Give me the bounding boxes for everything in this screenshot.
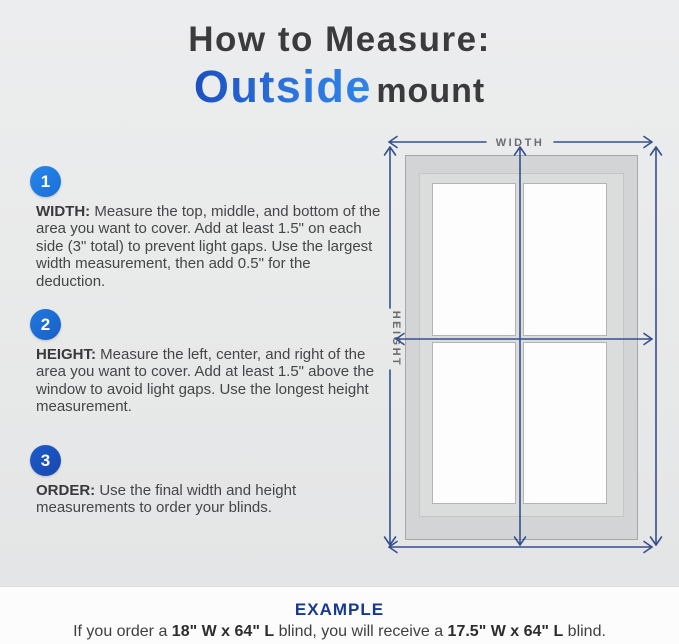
- step-3-badge: 3: [30, 445, 61, 476]
- width-arrow-label: WIDTH: [495, 137, 545, 149]
- example-text: blind.: [563, 623, 606, 640]
- height-arrow-label: HEIGHT: [390, 310, 402, 368]
- step-1-text: [36, 203, 382, 290]
- example-bold-value: 17.5" W x 64" L: [447, 623, 564, 640]
- window-sash: [419, 173, 624, 517]
- width-arrow: [389, 137, 652, 150]
- right-vertical-arrow: [651, 147, 662, 545]
- window-measurement-diagram: [383, 130, 668, 600]
- example-heading: EXAMPLE: [294, 600, 385, 619]
- example-text: If you order a: [73, 623, 172, 640]
- step-1-label: WIDTH:: [36, 203, 91, 220]
- example-footer: [0, 586, 679, 644]
- window-pane-top-left: [432, 183, 516, 336]
- step-width: [30, 166, 382, 290]
- step-1-badge: 1: [30, 166, 61, 197]
- step-3-text: [36, 482, 382, 517]
- step-2-text: [36, 346, 382, 416]
- page-title: [0, 22, 679, 110]
- step-3-body: Use the final width and height measurements to order your blinds.: [36, 482, 297, 517]
- window-frame: [405, 155, 638, 540]
- window-pane-bottom-right: [523, 342, 607, 504]
- step-order: [30, 445, 382, 517]
- window-panes: [432, 183, 607, 504]
- step-2-badge: 2: [30, 309, 61, 340]
- title-highlight: Outside: [193, 60, 372, 112]
- title-line1: How to Measure:: [188, 20, 491, 59]
- step-2-label: HEIGHT:: [36, 346, 96, 363]
- title-line2: [0, 60, 679, 112]
- title-suffix: mount: [376, 71, 486, 110]
- step-3-label: ORDER:: [36, 482, 96, 499]
- step-2-body: Measure the left, center, and right of the area you want to cover. Add at least 1.5" above the window to avoid light gaps. Use the longest height measurement.: [36, 346, 375, 416]
- height-arrow: [385, 147, 403, 545]
- window-pane-top-right: [523, 183, 607, 336]
- step-height: [30, 309, 382, 416]
- example-sentence: [0, 623, 679, 641]
- example-text: blind, you will receive a: [274, 623, 448, 640]
- example-bold-value: 18" W x 64" L: [171, 623, 275, 640]
- step-1-body: Measure the top, middle, and bottom of the area you want to cover. Add at least 1.5" on each side (3" total) to prevent light gaps. Use the largest width measurement, then add 0.5" for the deduction.: [36, 203, 381, 290]
- window-pane-bottom-left: [432, 342, 516, 504]
- bottom-width-arrow: [389, 542, 652, 553]
